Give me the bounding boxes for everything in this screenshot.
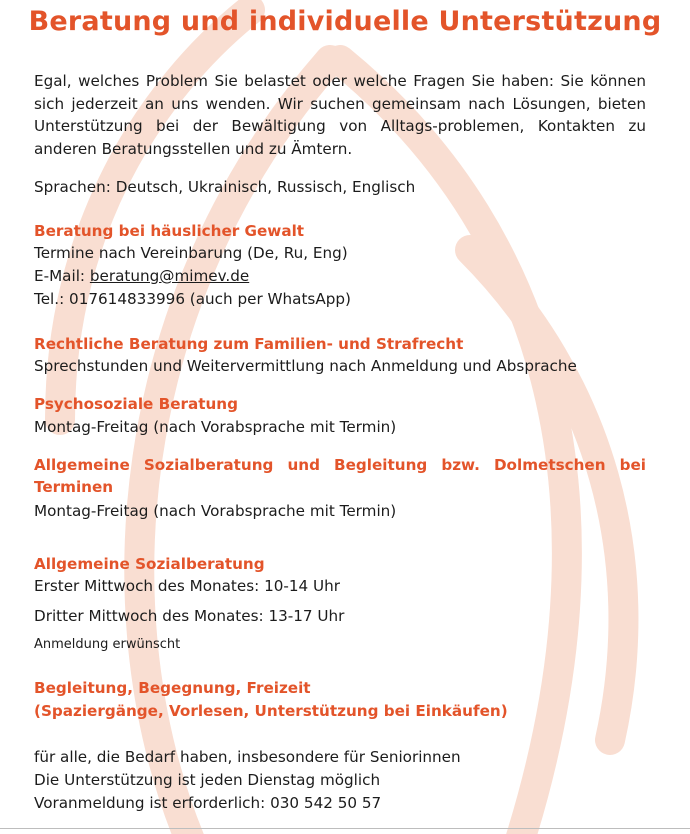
email-label: E-Mail: (34, 267, 90, 285)
email-line (34, 265, 249, 287)
first-wednesday-hours: Erster Mittwoch des Monates: 10-14 Uhr (34, 577, 341, 595)
general-support-hours: Montag-Freitag (nach Vorabsprache mit Termin) (34, 502, 397, 520)
legal-advice-text: Sprechstunden und Weitervermittlung nach Anmeldung und Absprache (34, 357, 577, 375)
appointment-text: Termine nach Vereinbarung (De, Ru, Eng) (34, 244, 348, 262)
email-link[interactable]: beratung@mimev.de (89, 267, 250, 285)
registration-note: Anmeldung erwünscht (34, 637, 181, 652)
heading-social-counseling: Allgemeine Sozialberatung (34, 555, 265, 573)
phone-text: Tel.: 017614833996 (auch per WhatsApp) (34, 290, 351, 308)
heading-leisure: Begleitung, Begegnung, Freizeit (34, 679, 311, 697)
third-wednesday-hours: Dritter Mittwoch des Monates: 13-17 Uhr (34, 607, 345, 625)
intro-paragraph: Egal, welches Problem Sie belastet oder welche Fragen Sie haben: Sie können sich jederzeit an uns wenden. Wir suchen gemeinsam nach Lösungen, bieten Unterstützung bei der Bewältigung von Alltags-problemen, Kontakten zu anderen Beratungsstellen und zu Ämtern. (34, 72, 646, 158)
page-title: Beratung und individuelle Unterstützung (28, 6, 662, 37)
heading-leisure-details: (Spaziergänge, Vorlesen, Unterstützung bei Einkäufen) (34, 702, 508, 720)
heading-general-support: Allgemeine Sozialberatung und Begleitung bzw. Dolmetschen bei Terminen (34, 456, 646, 496)
leisure-phone-text: Voranmeldung ist erforderlich: 030 542 50 57 (34, 794, 382, 812)
languages-text: Sprachen: Deutsch, Ukrainisch, Russisch, Englisch (34, 178, 416, 196)
heading-psychosocial: Psychosoziale Beratung (34, 395, 238, 413)
leisure-day-text: Die Unterstützung ist jeden Dienstag möglich (34, 771, 381, 789)
heading-legal-advice: Rechtliche Beratung zum Familien- und Strafrecht (34, 335, 464, 353)
heading-domestic-violence: Beratung bei häuslicher Gewalt (34, 222, 305, 240)
psychosocial-hours: Montag-Freitag (nach Vorabsprache mit Termin) (34, 418, 397, 436)
leisure-audience-text: für alle, die Bedarf haben, insbesondere für Seniorinnen (34, 748, 461, 766)
